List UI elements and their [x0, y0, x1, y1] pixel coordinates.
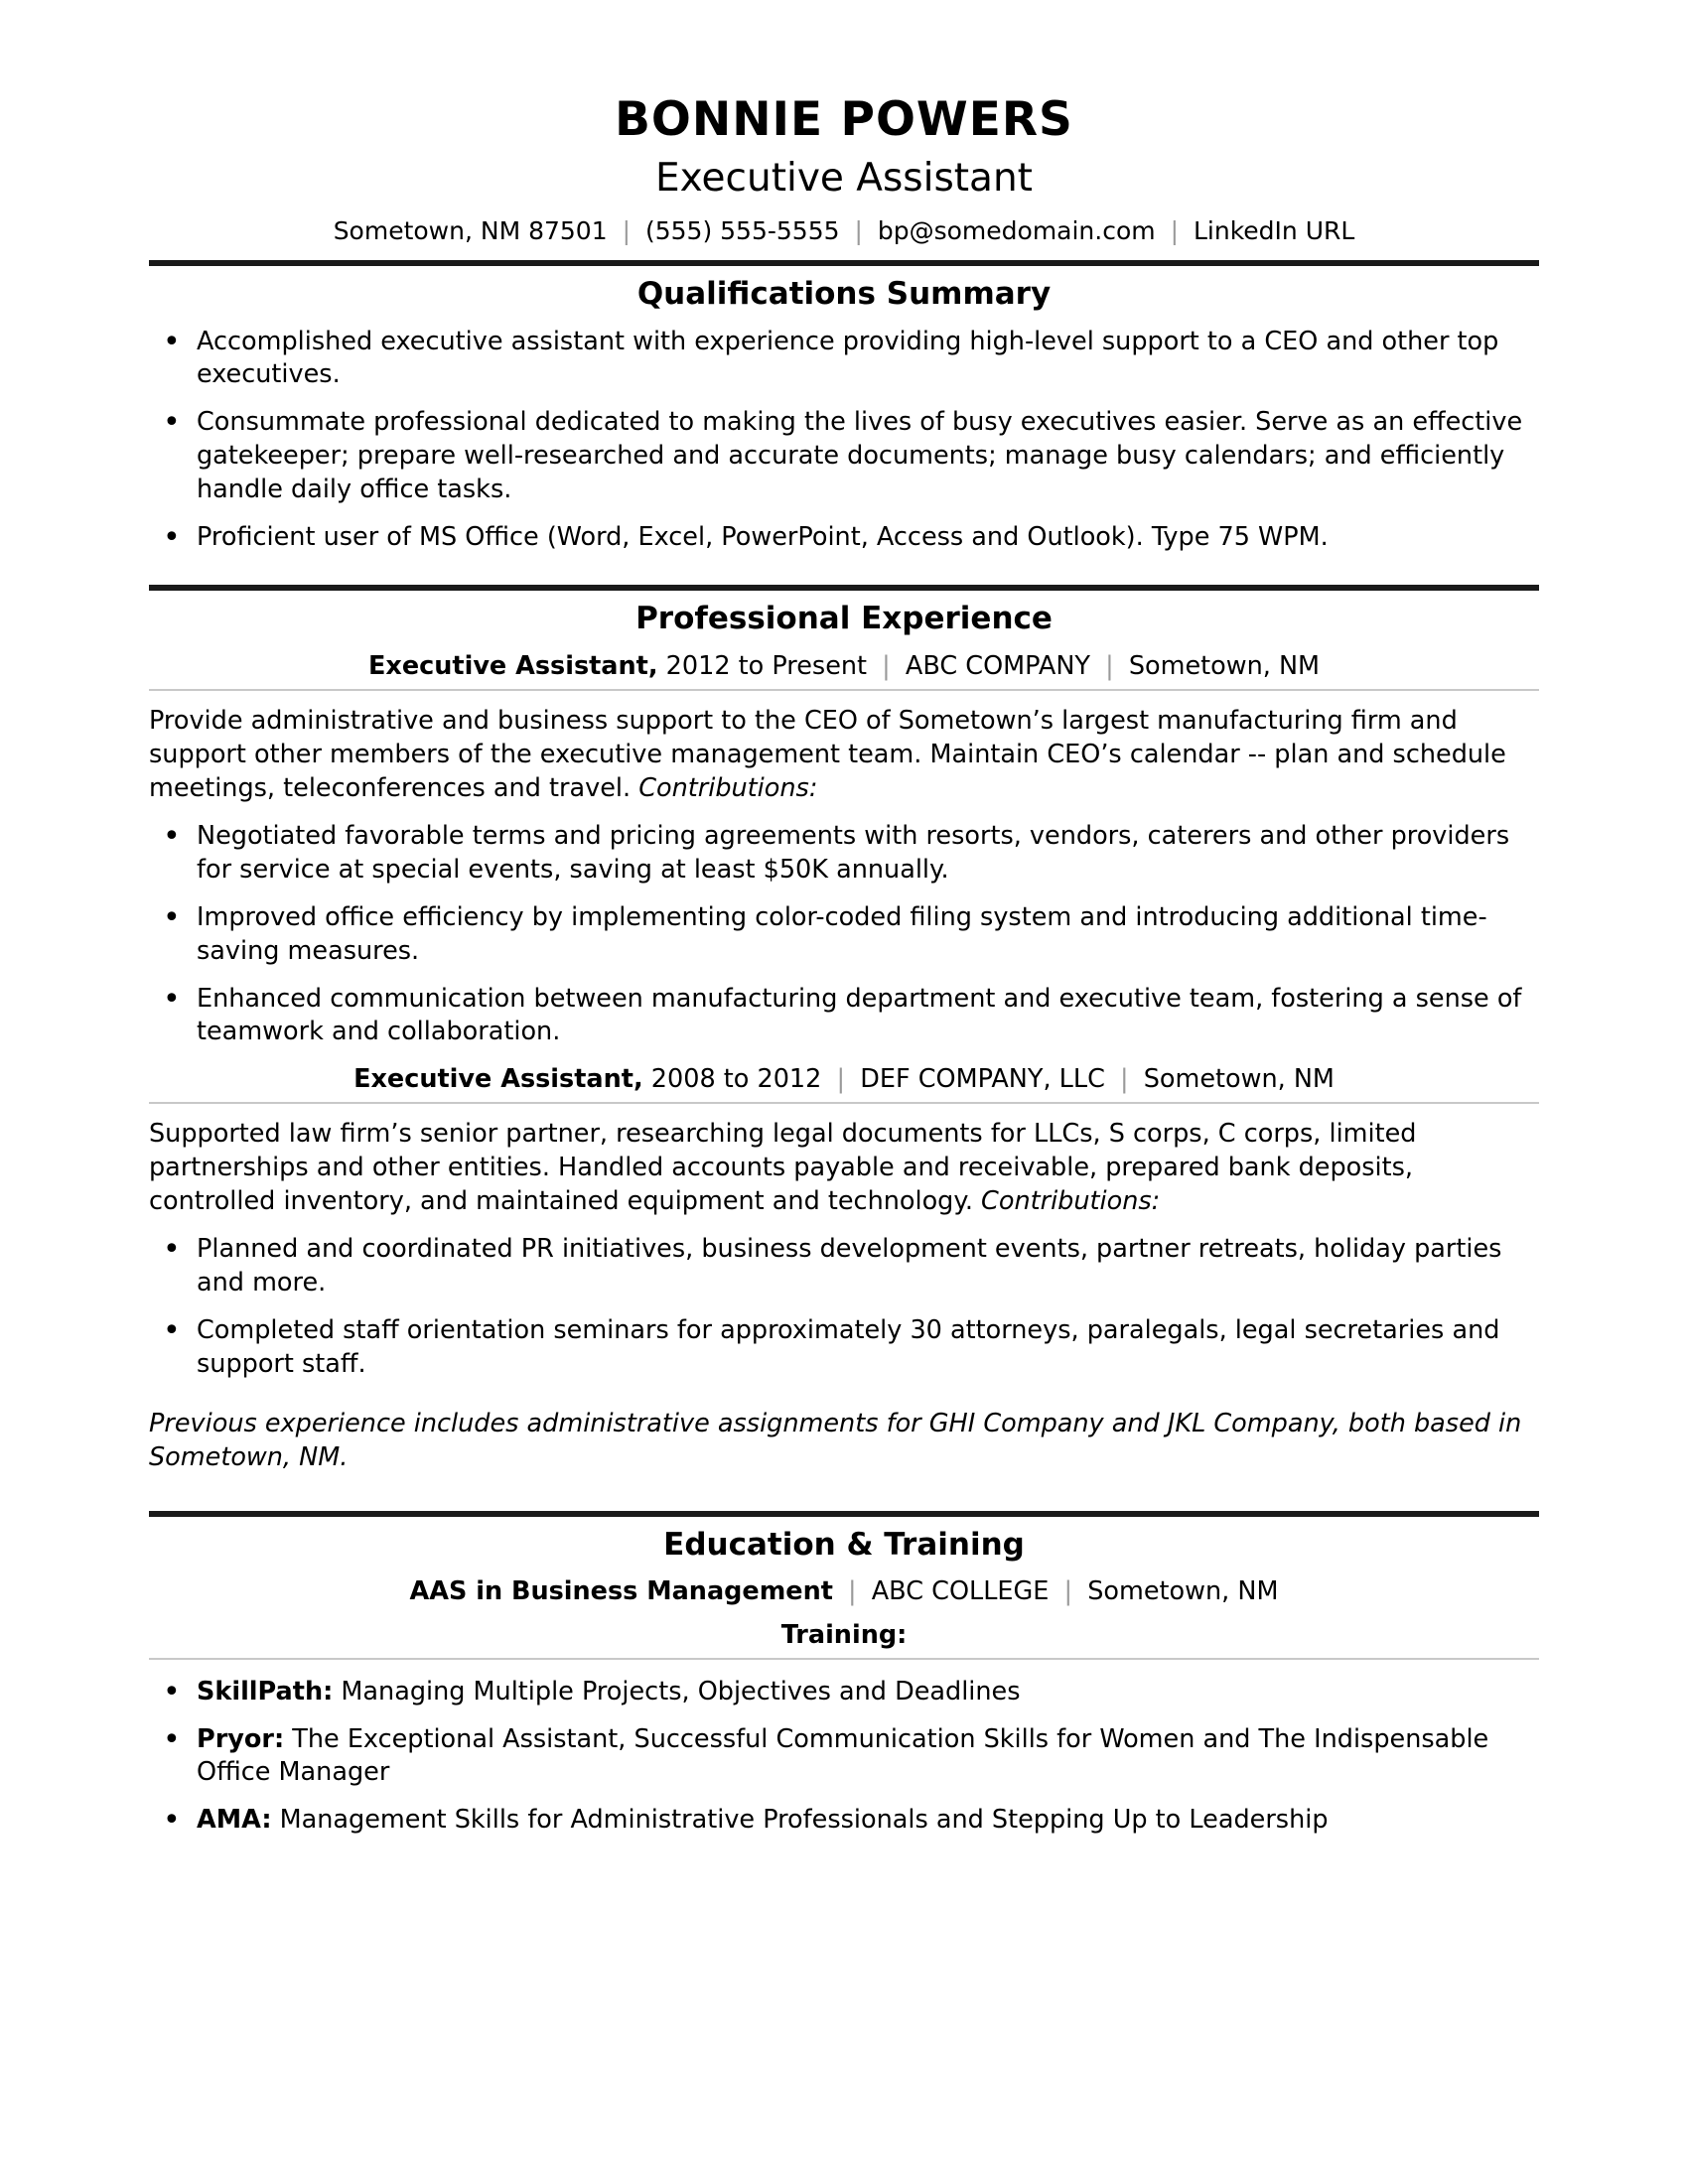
list-item	[149, 1676, 1539, 1709]
job-separator-1: |	[882, 651, 891, 682]
list-item: • Completed staff orientation seminars for approximately 30 attorneys, paralegals, legal secretaries and support staff.	[149, 1314, 1539, 1382]
contact-linkedin[interactable]: LinkedIn URL	[1193, 215, 1355, 245]
contact-separator-2: |	[854, 215, 863, 245]
contact-location: Sometown, NM 87501	[333, 215, 608, 245]
list-item: • Accomplished executive assistant with experience providing high-level support to a CEO and other top executives.	[149, 326, 1539, 393]
contact-line	[149, 216, 1539, 246]
candidate-job-title: Executive Assistant	[655, 155, 1033, 201]
job-heading	[149, 1063, 1539, 1096]
job-company: DEF COMPANY, LLC	[860, 1064, 1105, 1095]
training-label: Training:	[780, 1619, 908, 1650]
job-separator-2: |	[1105, 651, 1114, 682]
training-provider: AMA:	[197, 1805, 272, 1836]
education-degree: AAS in Business Management	[409, 1575, 833, 1606]
section-qualifications	[149, 276, 1539, 555]
training-provider: Pryor:	[197, 1723, 285, 1754]
job-dates: 2008 to 2012	[650, 1064, 822, 1095]
list-item: • Planned and coordinated PR initiatives, business development events, partner retreats, holiday parties and more.	[149, 1233, 1539, 1300]
list-item: • Consummate professional dedicated to making the lives of busy executives easier. Serve as an effective gatekeeper; prepare well-researched and accurate documents; manage busy calendars; and efficiently handle daily office tasks.	[149, 406, 1539, 507]
training-provider: SkillPath:	[197, 1676, 334, 1706]
job-description-text: Provide administrative and business support to the CEO of Sometown’s largest manufacturing firm and support other members of the executive management team. Maintain CEO’s calendar -- plan and schedule meetings, teleconferences and travel.	[149, 706, 1506, 803]
contact-separator-3: |	[1170, 215, 1180, 245]
list-item: • Improved office efficiency by implementing color-coded filing system and introducing additional time-saving measures.	[149, 901, 1539, 969]
section-education	[149, 1527, 1539, 1839]
experience-heading: Professional Experience	[635, 601, 1053, 637]
list-item	[149, 1804, 1539, 1838]
job-role: Executive Assistant,	[367, 651, 658, 682]
previous-experience-note: Previous experience includes administrative assignments for GHI Company and JKL Company, both based in Sometown, NM.	[149, 1408, 1522, 1472]
job-separator-2: |	[1119, 1064, 1129, 1095]
section-experience	[149, 601, 1539, 1475]
education-school: ABC COLLEGE	[871, 1575, 1050, 1606]
job-bullets	[149, 1233, 1539, 1382]
contact-separator-1: |	[622, 215, 632, 245]
job-contributions-label: Contributions:	[638, 772, 818, 803]
job-description	[149, 705, 1539, 806]
job-location: Sometown, NM	[1128, 651, 1321, 682]
list-item: • Negotiated favorable terms and pricing agreements with resorts, vendors, caterers and other providers for service at special events, saving at least $50K annually.	[149, 820, 1539, 887]
candidate-name: BONNIE POWERS	[615, 92, 1073, 147]
qualifications-list	[149, 326, 1539, 555]
job-dates: 2012 to Present	[665, 651, 868, 682]
education-separator-1: |	[848, 1575, 857, 1606]
job-location: Sometown, NM	[1143, 1064, 1335, 1095]
education-separator-2: |	[1063, 1575, 1073, 1606]
experience-entry	[149, 1063, 1539, 1381]
training-underline	[149, 1658, 1539, 1660]
job-underline	[149, 1102, 1539, 1104]
training-list	[149, 1676, 1539, 1839]
job-company: ABC COMPANY	[905, 651, 1090, 682]
training-detail: Management Skills for Administrative Professionals and Stepping Up to Leadership	[271, 1805, 1329, 1836]
contact-email[interactable]: bp@somedomain.com	[877, 215, 1156, 245]
divider-education	[149, 1511, 1539, 1517]
job-underline	[149, 689, 1539, 691]
list-item	[149, 1723, 1539, 1791]
contact-phone: (555) 555-5555	[644, 215, 840, 245]
training-detail: The Exceptional Assistant, Successful Communication Skills for Women and The Indispensable Office Manager	[197, 1723, 1489, 1788]
education-entry	[149, 1576, 1539, 1606]
divider-experience	[149, 585, 1539, 591]
job-bullets	[149, 820, 1539, 1049]
job-contributions-label: Contributions:	[981, 1186, 1161, 1217]
job-role: Executive Assistant,	[353, 1064, 643, 1095]
training-detail: Managing Multiple Projects, Objectives and Deadlines	[333, 1676, 1021, 1706]
list-item: • Proficient user of MS Office (Word, Excel, PowerPoint, Access and Outlook). Type 75 WPM.	[149, 521, 1539, 555]
experience-entry	[149, 650, 1539, 1049]
job-heading	[149, 650, 1539, 683]
education-location: Sometown, NM	[1087, 1575, 1279, 1606]
divider-qualifications	[149, 260, 1539, 266]
list-item: • Enhanced communication between manufacturing department and executive team, fostering a sense of teamwork and collaboration.	[149, 983, 1539, 1050]
qualifications-heading: Qualifications Summary	[636, 275, 1052, 312]
job-description	[149, 1118, 1539, 1219]
resume-header	[149, 94, 1539, 246]
job-separator-1: |	[836, 1064, 846, 1095]
education-heading: Education & Training	[663, 1526, 1025, 1563]
job-description-text: Supported law firm’s senior partner, researching legal documents for LLCs, S corps, C corps, limited partnerships and other entities. Handled accounts payable and receivable, prepared bank deposits, controlled inventory, and maintained equipment and technology.	[149, 1119, 1417, 1217]
